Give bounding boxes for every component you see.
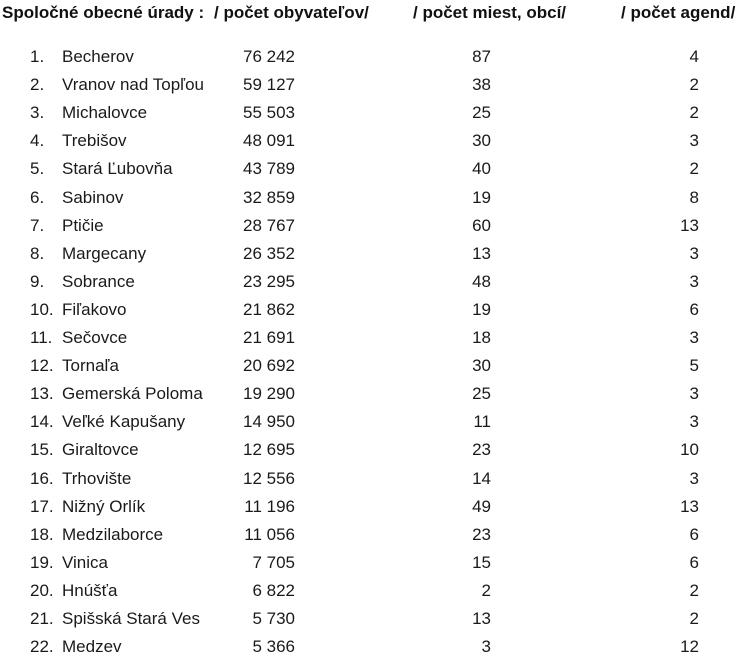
table-row bbox=[0, 465, 751, 493]
population-value: 32 859 bbox=[243, 187, 295, 207]
places-value: 3 bbox=[481, 637, 491, 657]
row-number: 13. bbox=[30, 384, 54, 404]
table-row bbox=[0, 577, 751, 605]
places-value: 87 bbox=[472, 47, 491, 66]
places-value: 49 bbox=[472, 496, 491, 516]
header-agendas: / počet agend/ bbox=[621, 3, 736, 22]
office-name: Sobrance bbox=[62, 271, 135, 291]
places-value: 13 bbox=[472, 609, 491, 628]
population-value: 48 091 bbox=[243, 131, 295, 151]
row-number: 8. bbox=[30, 243, 45, 263]
table-row bbox=[0, 240, 751, 268]
population-value: 6 822 bbox=[252, 580, 295, 600]
row-number: 9. bbox=[30, 271, 45, 291]
header-population: / počet obyvateľov/ bbox=[214, 3, 369, 22]
places-value: 13 bbox=[472, 243, 491, 263]
population-value: 14 950 bbox=[243, 412, 295, 432]
agendas-value: 2 bbox=[689, 103, 699, 123]
agendas-value: 3 bbox=[689, 412, 699, 432]
population-value: 19 290 bbox=[243, 384, 295, 404]
population-value: 43 789 bbox=[243, 159, 295, 179]
office-name: Giraltovce bbox=[62, 440, 139, 460]
row-number: 6. bbox=[30, 187, 45, 207]
office-name: Medzilaborce bbox=[62, 524, 164, 544]
places-value: 19 bbox=[472, 299, 491, 319]
population-value: 59 127 bbox=[243, 75, 295, 95]
agendas-value: 6 bbox=[689, 552, 699, 572]
agendas-value: 3 bbox=[689, 328, 699, 347]
row-number: 1. bbox=[30, 47, 45, 66]
office-name: Becherov bbox=[62, 47, 134, 66]
places-value: 48 bbox=[472, 271, 491, 291]
places-value: 30 bbox=[472, 131, 491, 151]
places-value: 2 bbox=[481, 580, 491, 600]
agendas-value: 3 bbox=[689, 271, 699, 291]
table-row bbox=[0, 324, 751, 352]
row-number: 22. bbox=[30, 637, 54, 657]
office-name: Trebišov bbox=[62, 131, 127, 151]
row-number: 11. bbox=[30, 328, 53, 347]
population-value: 20 692 bbox=[243, 356, 295, 376]
population-value: 5 366 bbox=[252, 637, 295, 657]
population-value: 12 695 bbox=[243, 440, 295, 460]
row-number: 20. bbox=[30, 580, 54, 600]
row-number: 2. bbox=[30, 75, 45, 95]
agendas-value: 8 bbox=[689, 187, 699, 207]
office-name: Trhovište bbox=[62, 468, 132, 488]
row-number: 10. bbox=[30, 299, 54, 319]
agendas-value: 13 bbox=[680, 215, 699, 235]
office-name: Fiľakovo bbox=[62, 299, 127, 319]
office-name: Medzev bbox=[62, 637, 122, 657]
places-value: 30 bbox=[472, 356, 491, 376]
office-name: Vinica bbox=[62, 552, 108, 572]
row-number: 19. bbox=[30, 552, 54, 572]
table-row bbox=[0, 605, 751, 633]
header-places: / počet miest, obcí/ bbox=[413, 3, 567, 22]
population-value: 5 730 bbox=[252, 609, 295, 628]
population-value: 21 862 bbox=[243, 299, 295, 319]
office-name: Nižný Orlík bbox=[62, 496, 146, 516]
table-row bbox=[0, 408, 751, 436]
places-value: 11 bbox=[473, 412, 491, 432]
places-value: 38 bbox=[472, 75, 491, 95]
agendas-value: 6 bbox=[689, 524, 699, 544]
table-row bbox=[0, 436, 751, 464]
places-value: 14 bbox=[472, 468, 491, 488]
population-value: 28 767 bbox=[243, 215, 295, 235]
population-value: 76 242 bbox=[243, 47, 295, 66]
row-number: 17. bbox=[30, 496, 54, 516]
agendas-value: 5 bbox=[689, 356, 699, 376]
row-number: 3. bbox=[30, 103, 45, 123]
row-number: 14. bbox=[30, 412, 54, 432]
header-offices: Spoločné obecné úrady : bbox=[2, 3, 205, 22]
places-value: 60 bbox=[472, 215, 491, 235]
agendas-value: 2 bbox=[689, 75, 699, 95]
agendas-value: 6 bbox=[689, 299, 699, 319]
row-number: 21. bbox=[30, 609, 54, 628]
population-value: 11 196 bbox=[244, 496, 295, 516]
population-value: 23 295 bbox=[243, 271, 295, 291]
places-value: 18 bbox=[472, 328, 491, 347]
office-name: Vranov nad Topľou bbox=[62, 75, 205, 95]
agendas-value: 3 bbox=[689, 243, 699, 263]
agendas-value: 3 bbox=[689, 384, 699, 404]
office-name: Sabinov bbox=[62, 187, 124, 207]
office-name: Veľké Kapušany bbox=[62, 412, 186, 432]
table-row bbox=[0, 268, 751, 296]
table-row bbox=[0, 521, 751, 549]
row-number: 7. bbox=[30, 215, 45, 235]
agendas-value: 3 bbox=[689, 468, 699, 488]
table-row bbox=[0, 549, 751, 577]
office-name: Ptičie bbox=[62, 215, 104, 235]
places-value: 25 bbox=[472, 103, 491, 123]
places-value: 23 bbox=[472, 524, 491, 544]
places-value: 25 bbox=[472, 384, 491, 404]
office-name: Sečovce bbox=[62, 328, 128, 347]
agendas-value: 12 bbox=[680, 637, 699, 657]
table-row bbox=[0, 380, 751, 408]
row-number: 5. bbox=[30, 159, 45, 179]
table-row bbox=[0, 212, 751, 240]
table-row bbox=[0, 71, 751, 99]
office-name: Margecany bbox=[62, 243, 147, 263]
office-name: Michalovce bbox=[62, 103, 148, 123]
agendas-value: 4 bbox=[689, 47, 699, 66]
population-value: 7 705 bbox=[252, 552, 295, 572]
agendas-value: 2 bbox=[689, 580, 699, 600]
table-row bbox=[0, 184, 751, 212]
office-name: Stará Ľubovňa bbox=[62, 159, 173, 179]
table-row bbox=[0, 296, 751, 324]
agendas-value: 10 bbox=[680, 440, 699, 460]
row-number: 16. bbox=[30, 468, 54, 488]
table-row bbox=[0, 633, 751, 661]
agendas-value: 2 bbox=[689, 159, 699, 179]
population-value: 11 056 bbox=[244, 524, 295, 544]
population-value: 26 352 bbox=[243, 243, 295, 263]
table-row bbox=[0, 493, 751, 521]
office-name: Tornaľa bbox=[62, 356, 119, 376]
row-number: 18. bbox=[30, 524, 54, 544]
table-row bbox=[0, 43, 751, 71]
office-name: Gemerská Poloma bbox=[62, 384, 203, 404]
population-value: 12 556 bbox=[243, 468, 295, 488]
table-row bbox=[0, 99, 751, 127]
places-value: 23 bbox=[472, 440, 491, 460]
places-value: 40 bbox=[472, 159, 491, 179]
table-row bbox=[0, 352, 751, 380]
agendas-value: 13 bbox=[680, 496, 699, 516]
population-value: 21 691 bbox=[243, 328, 295, 347]
office-name: Hnúšťa bbox=[62, 580, 118, 600]
places-value: 19 bbox=[472, 187, 491, 207]
population-value: 55 503 bbox=[243, 103, 295, 123]
agendas-value: 2 bbox=[689, 609, 699, 628]
agendas-value: 3 bbox=[689, 131, 699, 151]
office-name: Spišská Stará Ves bbox=[62, 609, 200, 628]
row-number: 15. bbox=[30, 440, 54, 460]
places-value: 15 bbox=[472, 552, 491, 572]
row-number: 4. bbox=[30, 131, 45, 151]
table-row bbox=[0, 155, 751, 183]
row-number: 12. bbox=[30, 356, 54, 376]
table-row bbox=[0, 127, 751, 155]
